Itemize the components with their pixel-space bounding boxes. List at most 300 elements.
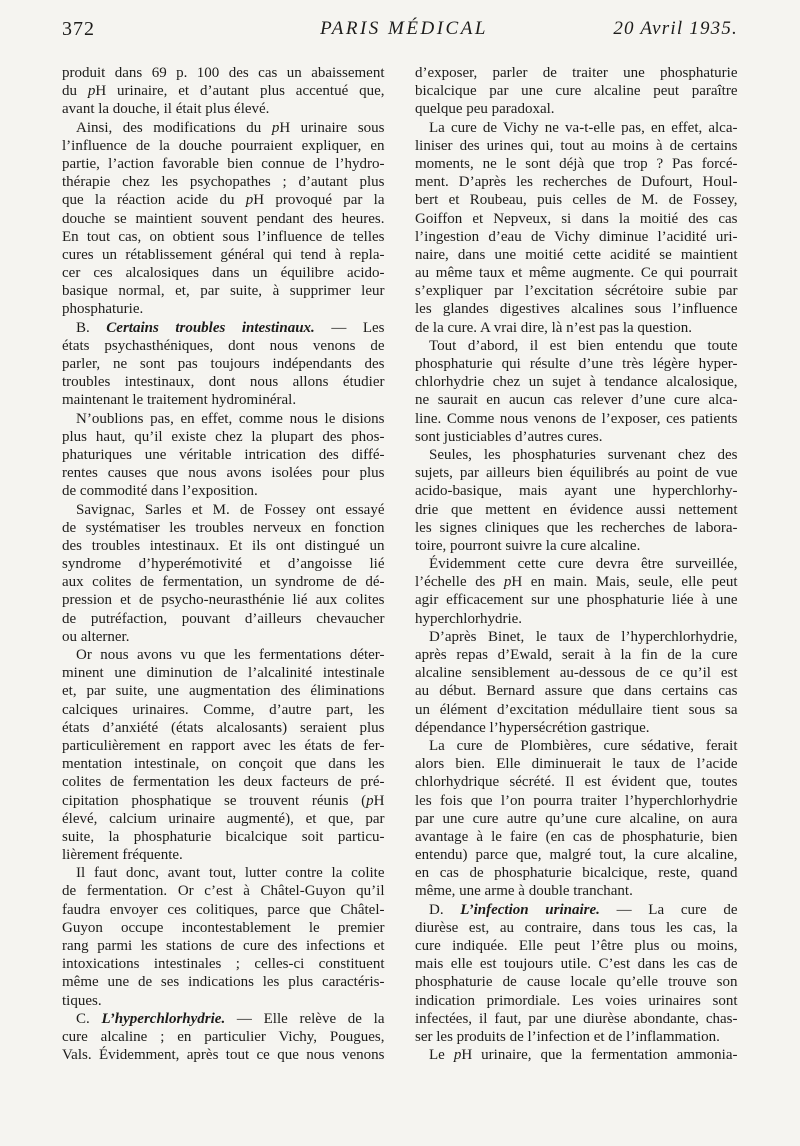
text-run: H — [373, 792, 385, 809]
text-run: les fois que l’on pourra traiter l’hyperchlorhydrie — [415, 792, 738, 809]
text-line — [415, 955, 738, 973]
text-run: de fermentation. Or c’est à Châtel-Guyon qu’il — [62, 883, 385, 900]
line-text — [62, 920, 385, 936]
text-run: intoxications intestinales ; celles-ci constituent — [62, 956, 385, 973]
text-run: Évidemment cette cure devra être surveillée, — [429, 556, 738, 573]
issue-date: 20 Avril 1935. — [613, 18, 738, 39]
text-run: après repas d’Ewald, serait à la fin de la cure — [415, 647, 738, 663]
line-text — [62, 247, 385, 263]
text-run: les signes cliniques que les recherches de labora- — [415, 519, 738, 536]
text-run: cer ces alcalosiques dans un équilibre acido- — [62, 265, 385, 282]
paragraph — [415, 737, 738, 901]
text-line — [415, 391, 738, 409]
line-text — [415, 283, 738, 299]
line-text — [62, 756, 385, 772]
text-run: Tout d’abord, il est bien entendu que toute — [429, 337, 738, 354]
line-text — [415, 683, 738, 699]
text-line — [62, 682, 385, 700]
paragraph — [415, 446, 738, 555]
text-run: de systématiser les troubles nerveux en fonction — [62, 519, 385, 536]
text-line — [415, 792, 738, 810]
line-text — [62, 538, 385, 554]
line-text — [62, 720, 385, 736]
line-text — [429, 120, 738, 136]
text-line — [62, 773, 385, 791]
text-line — [62, 373, 385, 391]
text-line — [415, 828, 738, 846]
line-text — [415, 756, 738, 772]
text-line — [415, 919, 738, 937]
text-run: alors bien. Elle diminuerait le taux de l’acide — [415, 756, 738, 773]
line-text — [62, 683, 385, 699]
text-run: acido-basique, mais ayant une hyperchlorhy- — [415, 483, 738, 500]
text-line — [62, 355, 385, 373]
text-line — [62, 664, 385, 682]
line-text — [62, 483, 258, 499]
line-text — [62, 229, 385, 245]
line-text — [76, 502, 385, 518]
text-line — [62, 64, 385, 82]
text-run: syndrome d’hyperémotivité et d’angoisse lié — [62, 556, 385, 573]
text-line — [62, 428, 385, 446]
text-line — [415, 246, 738, 264]
text-line — [62, 337, 385, 355]
text-run: pression et de psycho-neurasthénie lié aux colites — [62, 592, 385, 609]
text-run: ou alterner. — [62, 628, 130, 645]
line-text — [415, 265, 738, 281]
text-run: cure indiquée. Elle peut l’être plus ou moins, — [415, 938, 738, 954]
text-run: des troubles intestinaux. Et ils ont distingué un — [62, 537, 385, 554]
text-line — [415, 191, 738, 209]
text-line — [415, 864, 738, 882]
italic-symbol: p — [503, 574, 512, 591]
text-run: colites de fermentation les deux facteurs de pré- — [62, 774, 385, 791]
text-line — [415, 373, 738, 391]
text-line — [62, 955, 385, 973]
line-text — [62, 793, 385, 809]
text-run: avant la douche, il était plus élevé. — [62, 101, 270, 118]
text-run: sujets, par ailleurs bien équilibrés au point de vue — [415, 465, 738, 482]
text-line — [62, 137, 385, 155]
text-run: en cas de phosphaturie bicalcique, reste, quand — [415, 865, 738, 882]
text-line — [62, 155, 385, 173]
text-line — [415, 555, 738, 573]
text-line — [62, 810, 385, 828]
text-line — [62, 482, 385, 500]
text-run: que la réaction acide du — [62, 192, 246, 209]
text-line — [62, 100, 385, 118]
text-run: avantage à le faire (en cas de phosphaturie, bien — [415, 828, 738, 845]
paragraph — [62, 410, 385, 501]
text-line — [62, 300, 385, 318]
text-run: phosphaturie. — [62, 301, 144, 318]
text-line — [62, 919, 385, 937]
text-run: thérapie chez les psychopathes ; d’autant plus — [62, 174, 385, 191]
text-run: suite, la phosphaturie bicalcique soit particu- — [62, 828, 385, 845]
text-run: par une cure autre qu’une cure alcaline, on aura — [415, 810, 738, 827]
line-text — [415, 720, 649, 736]
line-text — [415, 156, 738, 172]
text-run: Seules, les phosphaturies survenant chez des — [429, 446, 738, 463]
text-line — [62, 828, 385, 846]
text-run: même une de ses indications les plus caractéris- — [62, 974, 385, 991]
text-run: entendu) parce que, malgré tout, la cure alcaline, — [415, 847, 738, 864]
line-text — [62, 301, 143, 317]
text-run: phosphaturie de cause locale qu’elle trouve son — [415, 974, 738, 991]
line-text — [415, 883, 633, 899]
text-line — [62, 410, 385, 428]
text-run: un élément d’excitation médullaire tient sous sa — [415, 701, 738, 718]
italic-symbol: p — [271, 119, 280, 136]
text-line — [62, 846, 385, 864]
text-run: La cure de Plombières, cure sédative, ferait — [429, 737, 738, 754]
text-line — [62, 719, 385, 737]
line-text — [62, 65, 385, 81]
text-run: états psychasthéniques, dont nous venons de — [62, 337, 385, 354]
line-text — [415, 956, 738, 972]
line-text — [415, 229, 738, 245]
line-text — [415, 374, 738, 390]
line-text — [62, 1047, 385, 1063]
section-heading: Certains troubles intestinaux. — [106, 319, 315, 336]
text-line — [415, 646, 738, 664]
text-run: Savignac, Sarles et M. de Fossey ont essayé — [76, 501, 385, 518]
text-run: parler, ne sont pas toujours indépendants des — [62, 356, 385, 372]
line-text — [62, 902, 385, 918]
text-run: H provoqué par la — [253, 192, 385, 209]
text-line — [62, 501, 385, 519]
line-text — [415, 411, 738, 427]
text-line — [62, 864, 385, 882]
line-text — [429, 338, 738, 354]
line-text — [415, 465, 738, 481]
line-text — [76, 865, 385, 881]
paragraph — [415, 628, 738, 737]
text-line — [62, 628, 385, 646]
text-line — [62, 591, 385, 609]
text-line — [62, 464, 385, 482]
text-line — [415, 628, 738, 646]
line-text — [415, 702, 738, 718]
line-text — [62, 629, 129, 645]
line-text — [429, 902, 737, 918]
text-run: même, une arme à double tranchant. — [415, 883, 633, 900]
paragraph — [415, 1046, 738, 1064]
text-line — [62, 737, 385, 755]
text-run: et, par suite, une augmentation des éliminations — [62, 683, 385, 700]
text-line — [415, 482, 738, 500]
text-line — [415, 464, 738, 482]
text-run: B. — [76, 319, 107, 336]
text-run: les glandes digestives alcalines sous l’influence — [415, 301, 738, 318]
line-text — [62, 993, 102, 1009]
text-run: de la cure. A vrai dire, là n’est pas la question. — [415, 319, 692, 336]
line-text — [62, 665, 385, 681]
text-line — [62, 1046, 385, 1064]
text-run: d’exposer, parler de traiter une phosphaturie — [415, 65, 738, 81]
text-run: cure alcaline ; en particulier Vichy, Pougues, — [62, 1028, 385, 1045]
text-line — [62, 519, 385, 537]
text-run: rang parmi les stations de cure des infections et — [62, 938, 385, 954]
text-run: mentation intestinale, on conçoit que dans les — [62, 756, 385, 773]
line-text — [415, 247, 738, 263]
text-line — [415, 337, 738, 355]
text-run: Ainsi, des modifications du — [76, 119, 272, 136]
text-run: D’après Binet, le taux de l’hyperchlorhydrie, — [429, 628, 738, 645]
text-line — [62, 1010, 385, 1028]
text-line — [62, 973, 385, 991]
paragraph — [415, 64, 738, 119]
text-run: La cure de Vichy ne va-t-elle pas, en effet, alca- — [429, 119, 738, 136]
line-text — [415, 1011, 738, 1027]
section-heading: L’infection urinaire. — [460, 901, 600, 918]
text-line — [415, 1046, 738, 1064]
column-right — [415, 64, 738, 1064]
text-run: chlorhydrie chez un sujet à tendance alcalosique, — [415, 374, 738, 391]
line-text — [415, 847, 738, 863]
text-run: phaturiques une véritable intrication des diffé- — [62, 446, 385, 463]
line-text — [62, 392, 296, 408]
text-line — [415, 610, 738, 628]
text-run: bert et Roubeau, puis celles de M. de Fossey, — [415, 192, 738, 209]
text-line — [415, 173, 738, 191]
text-line — [62, 319, 385, 337]
text-run: du — [62, 83, 88, 100]
line-text — [76, 120, 385, 136]
line-text — [76, 1011, 385, 1027]
line-text — [415, 83, 738, 99]
text-line — [62, 537, 385, 555]
text-line — [415, 882, 738, 900]
line-text — [62, 738, 385, 754]
text-line — [62, 210, 385, 228]
line-text — [62, 574, 385, 590]
text-run: aux colites de fermentation, un syndrome de dé- — [62, 574, 385, 591]
line-text — [415, 811, 738, 827]
text-line — [415, 773, 738, 791]
text-line — [62, 1028, 385, 1046]
text-run: s’expliquer par l’excitation sécrétoire subie par — [415, 283, 738, 300]
line-text — [415, 538, 640, 554]
text-run: tiques. — [62, 992, 102, 1009]
text-line — [415, 755, 738, 773]
text-run: line. Comme nous venons de l’exposer, ces patients — [415, 410, 738, 427]
line-text — [62, 156, 385, 172]
text-run: basique normal, et, par suite, à supprimer leur — [62, 283, 385, 300]
text-run: toire, pourront suivre la cure alcaline. — [415, 537, 641, 554]
line-text — [76, 320, 385, 336]
text-run: infectées, il faut, par une diurèse abondante, chas- — [415, 1010, 738, 1027]
text-line — [415, 137, 738, 155]
text-run: l’ingestion d’eau de Vichy diminue l’acidité uri- — [415, 228, 738, 245]
text-line — [415, 1028, 738, 1046]
text-line — [415, 719, 738, 737]
paragraph — [62, 1010, 385, 1065]
text-run: l’échelle des — [415, 574, 504, 591]
paragraph — [415, 119, 738, 337]
text-run: H urinaire, et d’autant plus accentué que, — [95, 83, 385, 100]
text-line — [415, 846, 738, 864]
line-text — [415, 774, 738, 790]
line-text — [62, 447, 385, 463]
text-run: plus haut, qu’il existe chez la plupart des phos- — [62, 428, 385, 445]
text-line — [415, 282, 738, 300]
line-text — [62, 374, 385, 390]
text-run: ment. D’après les recherches de Dufourt, Houl- — [415, 174, 738, 191]
italic-symbol: p — [245, 192, 254, 209]
line-text — [415, 938, 738, 954]
text-run: — Les — [314, 319, 385, 336]
text-run: ser les produits de l’infection et de l’inflammation. — [415, 1028, 720, 1045]
text-line — [415, 519, 738, 537]
text-run: troubles intestinaux, dont nous allons étudier — [62, 374, 385, 391]
italic-symbol: p — [453, 1047, 462, 1064]
line-text — [62, 192, 385, 208]
text-line — [62, 992, 385, 1010]
text-run: de putréfaction, pouvant d’ailleurs chevaucher — [62, 610, 385, 627]
line-text — [415, 1029, 720, 1045]
text-line — [62, 246, 385, 264]
text-line — [415, 319, 738, 337]
line-text — [415, 320, 692, 336]
text-run: états d’anxiété (états alcalosants) seraient plus — [62, 719, 385, 736]
line-text — [415, 301, 738, 317]
text-line — [415, 264, 738, 282]
text-run: dépendance l’hypersécrétion gastrique. — [415, 719, 650, 736]
line-text — [62, 429, 385, 445]
text-run: douche se maintient souvent pendant des heures. — [62, 210, 385, 227]
text-run: Il faut donc, avant tout, lutter contre la colite — [76, 865, 385, 882]
text-run: H urinaire, que la fermentation ammonia- — [461, 1047, 738, 1064]
text-run: D. — [429, 901, 461, 918]
text-run: bicalcique par une cure alcaline peut paraître — [415, 83, 738, 100]
line-text — [62, 83, 385, 99]
text-line — [62, 573, 385, 591]
line-text — [76, 411, 385, 427]
text-line — [415, 410, 738, 428]
text-run: de commodité dans l’exposition. — [62, 483, 258, 500]
text-line — [62, 646, 385, 664]
text-run: ne saurait en aucun cas relever d’une cure alca- — [415, 392, 738, 409]
line-text — [415, 592, 738, 608]
line-text — [429, 556, 738, 572]
text-line — [62, 282, 385, 300]
text-line — [62, 264, 385, 282]
line-text — [415, 793, 738, 809]
text-line — [415, 446, 738, 464]
text-line — [62, 191, 385, 209]
line-text — [429, 1047, 738, 1063]
page-number: 372 — [62, 18, 95, 40]
line-text — [62, 811, 385, 827]
text-line — [62, 882, 385, 900]
line-text — [76, 647, 385, 663]
text-run: diurèse est, au contraire, dans tous les cas, la — [415, 919, 738, 936]
text-line — [62, 901, 385, 919]
paragraph — [415, 901, 738, 1047]
line-text — [415, 211, 738, 227]
line-text — [415, 665, 738, 681]
text-line — [62, 755, 385, 773]
text-line — [62, 82, 385, 100]
text-line — [415, 1010, 738, 1028]
text-run: l’influence de la douche pourraient expliquer, en — [62, 137, 385, 154]
text-run: cures un rétablissement général qui tend à repla- — [62, 246, 385, 263]
text-line — [62, 446, 385, 464]
text-line — [415, 501, 738, 519]
paragraph — [62, 501, 385, 647]
text-run: N’oublions pas, en effet, comme nous le disions — [76, 410, 385, 427]
text-run: minent une diminution de l’alcalinité intestinale — [62, 665, 385, 682]
text-line — [415, 573, 738, 591]
text-run: Guyon occupe incontestablement le premier — [62, 919, 385, 936]
line-text — [415, 392, 738, 408]
text-run: liniser des urines qui, tout au moins à de certains — [415, 137, 738, 154]
text-run: — La cure de — [599, 901, 738, 918]
text-line — [415, 228, 738, 246]
text-run: Vals. Évidemment, après tout ce que nous venons — [62, 1047, 385, 1064]
text-line — [415, 937, 738, 955]
line-text — [415, 429, 602, 445]
text-run: cipitation phosphatique se trouvent réunis ( — [62, 792, 367, 809]
line-text — [62, 829, 385, 845]
text-line — [415, 300, 738, 318]
text-run: hyperchlorhydrie. — [415, 610, 523, 627]
line-text — [415, 920, 738, 936]
text-line — [415, 810, 738, 828]
text-run: Or nous avons vu que les fermentations déter- — [76, 647, 385, 663]
text-line — [415, 737, 738, 755]
text-run: — Elle relève de la — [225, 1010, 385, 1027]
paragraph — [62, 64, 385, 119]
line-text — [62, 211, 385, 227]
line-text — [62, 174, 385, 190]
line-text — [415, 993, 738, 1009]
line-text — [62, 265, 385, 281]
text-run: au début. Bernard assure que dans certains cas — [415, 683, 738, 700]
text-run: alcaline sensiblement au-dessous de ce qu’il est — [415, 665, 738, 682]
text-run: drie que mettent en évidence aussi nettement — [415, 501, 738, 518]
line-text — [62, 883, 385, 899]
line-text — [415, 520, 738, 536]
text-line — [62, 228, 385, 246]
text-line — [415, 701, 738, 719]
line-text — [415, 829, 738, 845]
text-line — [415, 210, 738, 228]
text-run: moments, ne le sont déjà que trop ? Pas forcé- — [415, 155, 738, 172]
line-text — [415, 356, 738, 372]
paragraph — [415, 555, 738, 628]
text-line — [62, 391, 385, 409]
text-line — [415, 901, 738, 919]
line-text — [415, 865, 738, 881]
line-text — [62, 556, 385, 572]
line-text — [415, 192, 738, 208]
line-text — [62, 520, 385, 536]
text-line — [62, 119, 385, 137]
text-line — [415, 664, 738, 682]
text-line — [415, 682, 738, 700]
text-line — [415, 100, 738, 118]
paragraph — [415, 337, 738, 446]
text-line — [62, 173, 385, 191]
line-text — [62, 138, 385, 154]
paragraph — [62, 319, 385, 410]
text-run: rentes causes que nous avons isolées pour plus — [62, 465, 385, 482]
line-text — [62, 101, 269, 117]
text-line — [415, 591, 738, 609]
text-run: En tout cas, on obtient sous l’influence de telles — [62, 228, 385, 245]
